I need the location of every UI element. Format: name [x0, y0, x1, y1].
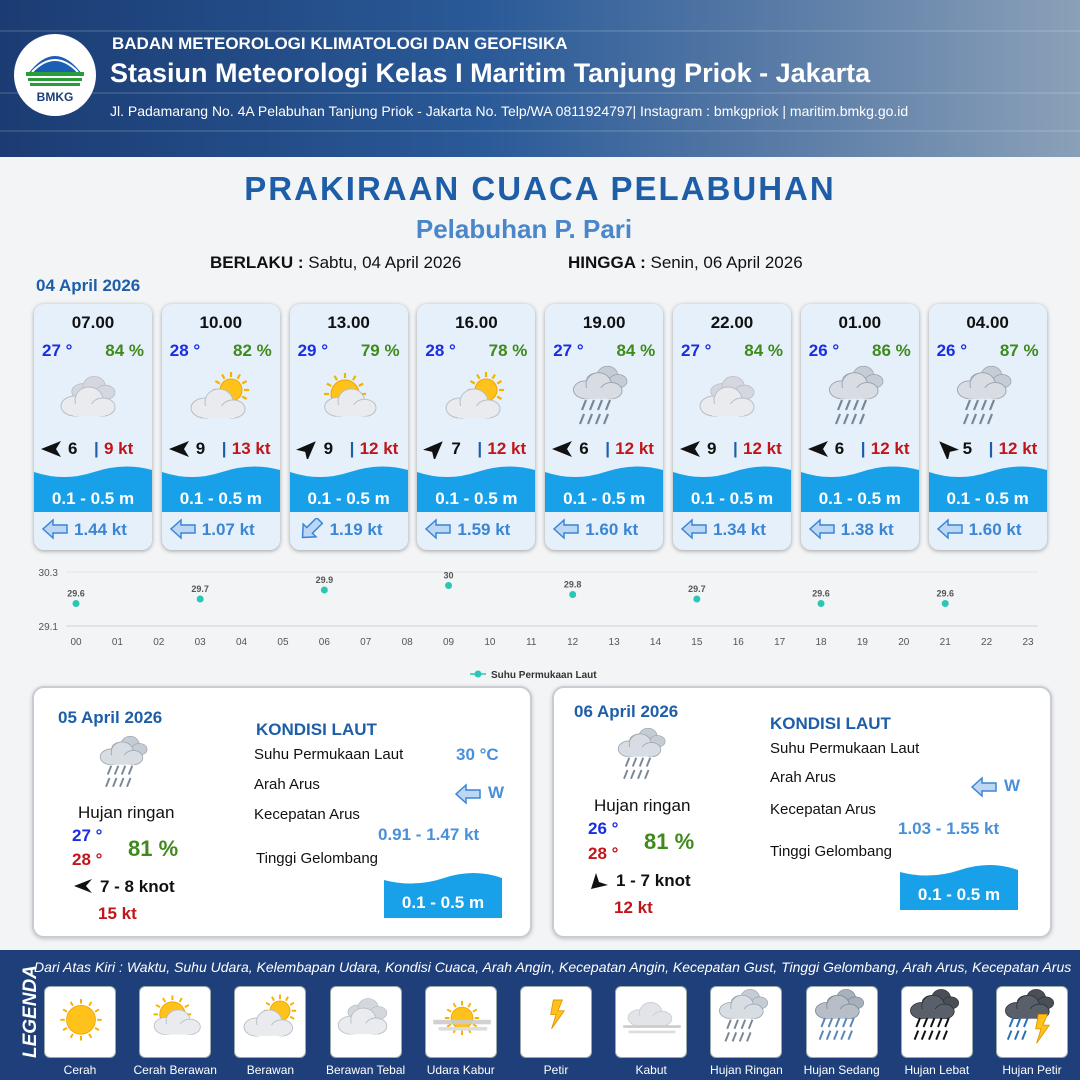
panel-condition: Hujan ringan	[78, 803, 175, 822]
card-temperature: 28 °	[425, 341, 456, 360]
berawan-icon	[234, 986, 306, 1058]
wind-speed: 6	[68, 439, 78, 458]
data-label: 29.6	[812, 588, 830, 599]
logo-text: BMKG	[36, 90, 74, 104]
legend-item	[710, 986, 782, 1077]
hujan-sedang-icon	[806, 986, 878, 1058]
current-dir-value: W	[1004, 776, 1021, 795]
legend-title: LEGENDA	[20, 965, 41, 1058]
panel-day2	[32, 686, 532, 938]
hujan-petir-icon	[996, 986, 1068, 1058]
card-temperature: 26 °	[936, 341, 968, 360]
gust-speed: 12 kt	[359, 439, 399, 458]
separator: |	[860, 439, 866, 458]
wind-speed: 6	[834, 439, 845, 458]
card-current	[425, 518, 535, 542]
card-current	[809, 518, 919, 542]
petir-icon	[520, 986, 592, 1058]
x-tick-label: 22	[981, 637, 993, 648]
wind-speed: 9	[195, 439, 206, 458]
forecast-card	[929, 304, 1047, 550]
separator: |	[221, 439, 227, 458]
cerah-icon	[44, 986, 116, 1058]
header-banner	[0, 0, 1080, 157]
x-tick-label: 04	[236, 637, 248, 648]
card-humidity: 84 %	[616, 341, 656, 360]
hujan-ringan-icon	[92, 732, 162, 796]
card-time: 04.00	[966, 313, 1009, 332]
legend-item	[901, 986, 973, 1077]
card-time: 07.00	[71, 313, 115, 332]
x-tick-label: 05	[277, 637, 289, 648]
legend-item-name: Berawan Tebal	[326, 1063, 406, 1077]
forecast-card	[545, 304, 663, 550]
card-time: 22.00	[710, 313, 754, 332]
card-current	[553, 518, 663, 542]
card-temperature: 27 °	[42, 341, 73, 360]
legend-item-name: Cerah Berawan	[133, 1063, 217, 1077]
legend-item	[133, 986, 217, 1077]
card-wind	[296, 437, 406, 461]
udara-kabur-icon	[425, 986, 497, 1058]
panel-temp-max: 28 °	[72, 850, 103, 869]
x-tick-label: 08	[401, 637, 413, 648]
wind-speed: 9	[323, 439, 334, 458]
card-wind	[40, 437, 150, 461]
data-label: 29.7	[688, 584, 706, 594]
card-wind	[807, 437, 917, 461]
hujan-ringan-icon	[610, 724, 680, 788]
card-current	[681, 518, 791, 542]
gust-speed: 12 kt	[487, 439, 527, 458]
panel-humidity: 81 %	[644, 829, 695, 854]
bmkg-logo	[14, 34, 96, 116]
berawan-icon	[436, 364, 516, 432]
x-tick-label: 17	[774, 637, 786, 648]
kabut-icon	[615, 986, 687, 1058]
sst-label: Suhu Permukaan Laut	[254, 746, 404, 763]
legend-item	[615, 986, 687, 1077]
panel-wave-value: 0.1 - 0.5 m	[401, 893, 485, 912]
legend-item-name: Cerah	[63, 1063, 97, 1077]
separator: |	[349, 439, 355, 458]
data-label: 30	[443, 570, 454, 581]
separator: |	[477, 439, 483, 458]
agency-name: BADAN METEOROLOGI KLIMATOLOGI DAN GEOFISIKA	[112, 34, 568, 53]
current-dir-label: Arah Arus	[770, 769, 836, 786]
forecast-card	[673, 304, 791, 550]
card-wind	[935, 437, 1045, 461]
current-speed: 1.38 kt	[840, 520, 894, 539]
day1-date: 04 April 2026	[36, 276, 141, 295]
current-speed: 1.19 kt	[329, 520, 383, 539]
hujan-ringan-icon	[820, 364, 900, 432]
panel-gust: 15 kt	[98, 904, 137, 923]
panel-temp-max: 28 °	[588, 844, 619, 863]
panel-day3	[552, 686, 1052, 938]
x-tick-label: 00	[70, 637, 82, 648]
wind-arrow-icon	[588, 871, 610, 891]
card-humidity: 87 %	[999, 341, 1039, 360]
wave-height: 0.1 - 0.5 m	[435, 489, 518, 508]
legend-item	[425, 986, 497, 1077]
x-tick-label: 02	[153, 637, 165, 648]
current-speed: 1.34 kt	[713, 520, 766, 539]
data-point	[693, 596, 700, 603]
current-speed: 1.60 kt	[968, 520, 1022, 539]
legend-label: Suhu Permukaan Laut	[491, 670, 597, 681]
card-temperature: 28 °	[169, 341, 201, 360]
data-point	[445, 582, 452, 589]
gust-speed: 12 kt	[998, 439, 1038, 458]
current-speed-value: 0.91 - 1.47 kt	[378, 825, 480, 844]
valid-from-label: BERLAKU :	[210, 253, 304, 272]
card-wind	[423, 437, 533, 461]
panel-wind: 7 - 8 knot	[100, 877, 175, 896]
wind-speed: 6	[579, 439, 589, 458]
card-humidity: 79 %	[360, 341, 400, 360]
current-speed: 1.07 kt	[201, 520, 255, 539]
card-time: 16.00	[455, 313, 498, 332]
wave-label: Tinggi Gelombang	[770, 843, 893, 860]
forecast-card	[417, 304, 535, 550]
gust-speed: 12 kt	[743, 439, 782, 458]
wind-arrow-icon	[72, 877, 94, 895]
card-wind	[551, 437, 661, 461]
x-tick-label: 07	[360, 637, 372, 648]
wave-height: 0.1 - 0.5 m	[818, 489, 901, 508]
card-temperature: 27 °	[681, 341, 712, 360]
hujan-ringan-icon	[564, 364, 644, 432]
legend-item-name: Petir	[543, 1063, 569, 1077]
wave-height: 0.1 - 0.5 m	[51, 489, 135, 508]
sst-value: 30 °C	[456, 745, 499, 764]
data-point	[321, 587, 328, 594]
legend-item	[803, 986, 880, 1077]
current-speed: 1.59 kt	[457, 520, 511, 539]
data-label: 29.9	[315, 575, 334, 585]
current-dir-label: Arah Arus	[254, 776, 320, 793]
data-point	[942, 600, 949, 607]
x-tick-label: 09	[442, 637, 455, 648]
forecast-card	[34, 304, 152, 550]
panel-temp-min: 26 °	[588, 819, 619, 838]
current-arrow-icon	[970, 776, 998, 798]
current-speed-label: Kecepatan Arus	[770, 801, 876, 818]
card-wind	[679, 437, 789, 461]
data-label: 29.6	[936, 588, 954, 599]
x-tick-label: 16	[732, 637, 744, 648]
x-tick-label: 14	[649, 637, 662, 648]
contact-info: Jl. Padamarang No. 4A Pelabuhan Tanjung Priok - Jakarta No. Telp/WA 0811924797| Instagram : bmkgpriok | maritim.bmkg.go.id	[110, 103, 909, 119]
forecast-card	[162, 304, 280, 550]
legend-item	[996, 986, 1068, 1077]
sea-title: KONDISI LAUT	[256, 720, 377, 739]
card-wind	[168, 437, 278, 461]
card-time: 10.00	[199, 313, 243, 332]
valid-to-value: Senin, 06 April 2026	[650, 253, 803, 272]
x-tick-label: 23	[1022, 637, 1034, 648]
y-tick-label: 30.3	[38, 568, 58, 579]
card-humidity: 84 %	[744, 341, 783, 360]
legend-description: Dari Atas Kiri : Waktu, Suhu Udara, Kelembapan Udara, Kondisi Cuaca, Arah Angin, Kecepatan Angin, Kecepatan Gust, Tinggi Gelombang, Arah Arus, Kecepatan Arus	[34, 959, 1072, 975]
data-point	[73, 600, 80, 607]
x-tick-label: 11	[526, 637, 537, 648]
berawan-tebal-icon	[330, 986, 402, 1058]
gust-speed: 12 kt	[870, 439, 910, 458]
separator: |	[94, 439, 99, 458]
legend-item-name: Berawan	[246, 1063, 295, 1077]
legend-item	[44, 986, 116, 1077]
separator: |	[988, 439, 994, 458]
wave-height: 0.1 - 0.5 m	[307, 489, 390, 508]
forecast-card	[801, 304, 919, 550]
wave-height: 0.1 - 0.5 m	[179, 489, 262, 508]
gust-speed: 12 kt	[615, 439, 654, 458]
separator: |	[733, 439, 738, 458]
y-tick-label: 29.1	[38, 622, 58, 633]
panel-temp-min: 27 °	[72, 826, 103, 845]
panel-humidity: 81 %	[128, 836, 179, 861]
x-tick-label: 10	[484, 637, 496, 648]
data-point	[197, 596, 204, 603]
data-point	[818, 600, 825, 607]
card-humidity: 78 %	[488, 341, 528, 360]
valid-to	[568, 253, 803, 273]
legend-item-name: Hujan Sedang	[803, 1063, 880, 1077]
sst-label: Suhu Permukaan Laut	[770, 740, 920, 757]
current-speed: 1.44 kt	[74, 520, 127, 539]
legend-bar	[0, 950, 1080, 1080]
x-tick-label: 18	[815, 637, 827, 648]
separator: |	[605, 439, 610, 458]
legend-item	[326, 986, 406, 1077]
station-name: Stasiun Meteorologi Kelas I Maritim Tanjung Priok - Jakarta	[110, 58, 871, 88]
current-speed: 1.60 kt	[585, 520, 639, 539]
data-label: 29.8	[563, 579, 582, 590]
wave-height: 0.1 - 0.5 m	[563, 489, 646, 508]
cerah-berawan-icon	[139, 986, 211, 1058]
current-speed-value: 1.03 - 1.55 kt	[898, 819, 1000, 838]
forecast-card	[290, 304, 408, 550]
x-tick-label: 12	[567, 637, 579, 648]
x-tick-label: 21	[939, 637, 951, 648]
page-subtitle: Pelabuhan P. Pari	[415, 214, 633, 244]
card-temperature: 29 °	[297, 341, 329, 360]
legend-item-name: Udara Kabur	[426, 1063, 495, 1077]
card-humidity: 84 %	[105, 341, 144, 360]
card-current	[937, 518, 1047, 542]
valid-from	[210, 253, 461, 273]
page-title: PRAKIRAAN CUACA PELABUHAN	[244, 170, 836, 207]
wave-label: Tinggi Gelombang	[256, 850, 379, 867]
legend-item-name: Hujan Petir	[1002, 1063, 1062, 1077]
x-tick-label: 19	[856, 637, 868, 648]
panel-wave-value: 0.1 - 0.5 m	[917, 885, 1001, 904]
current-arrow-icon	[454, 783, 482, 805]
data-label: 29.6	[67, 588, 85, 599]
valid-from-value: Sabtu, 04 April 2026	[308, 253, 462, 272]
legend-item-name: Hujan Lebat	[904, 1063, 970, 1077]
card-humidity: 82 %	[233, 341, 272, 360]
current-dir-value: W	[488, 783, 505, 802]
sst-chart	[30, 560, 1050, 685]
data-label: 29.7	[191, 584, 209, 594]
data-point	[569, 591, 576, 598]
card-current	[170, 518, 280, 542]
x-tick-label: 20	[898, 637, 910, 648]
berawan-tebal-icon	[53, 364, 133, 432]
card-time: 01.00	[838, 313, 882, 332]
legend-marker	[475, 671, 482, 678]
x-tick-label: 15	[691, 637, 703, 648]
card-temperature: 26 °	[808, 341, 840, 360]
legend-item	[520, 986, 592, 1077]
hujan-ringan-icon	[710, 986, 782, 1058]
x-tick-label: 06	[318, 637, 330, 648]
panel-wind: 1 - 7 knot	[616, 871, 691, 890]
legend-item	[234, 986, 306, 1077]
x-tick-label: 01	[111, 637, 123, 648]
panel-date: 06 April 2026	[574, 702, 679, 721]
panel-gust: 12 kt	[614, 898, 653, 917]
legend-item-name: Hujan Ringan	[710, 1063, 783, 1077]
wind-speed: 7	[451, 439, 461, 458]
cerah-berawan-icon	[309, 364, 389, 432]
card-humidity: 86 %	[872, 341, 911, 360]
berawan-icon	[181, 364, 261, 432]
x-tick-label: 03	[194, 637, 206, 648]
wind-speed: 9	[707, 439, 717, 458]
gust-speed: 9 kt	[104, 439, 134, 458]
wave-height: 0.1 - 0.5 m	[690, 489, 774, 508]
wind-speed: 5	[962, 439, 973, 458]
valid-to-label: HINGGA :	[568, 253, 646, 272]
sea-title: KONDISI LAUT	[770, 714, 891, 733]
gust-speed: 13 kt	[231, 439, 271, 458]
hujan-ringan-icon	[948, 364, 1028, 432]
berawan-tebal-icon	[692, 364, 772, 432]
panel-condition: Hujan ringan	[594, 796, 691, 815]
x-tick-label: 13	[608, 637, 620, 648]
wave-height: 0.1 - 0.5 m	[946, 489, 1029, 508]
card-time: 19.00	[582, 313, 626, 332]
card-temperature: 27 °	[553, 341, 584, 360]
hujan-lebat-icon	[901, 986, 973, 1058]
card-current	[42, 518, 152, 542]
panel-date: 05 April 2026	[58, 708, 163, 727]
current-speed-label: Kecepatan Arus	[254, 806, 360, 823]
card-current	[298, 518, 408, 542]
card-time: 13.00	[327, 313, 370, 332]
legend-item-name: Kabut	[635, 1063, 667, 1077]
